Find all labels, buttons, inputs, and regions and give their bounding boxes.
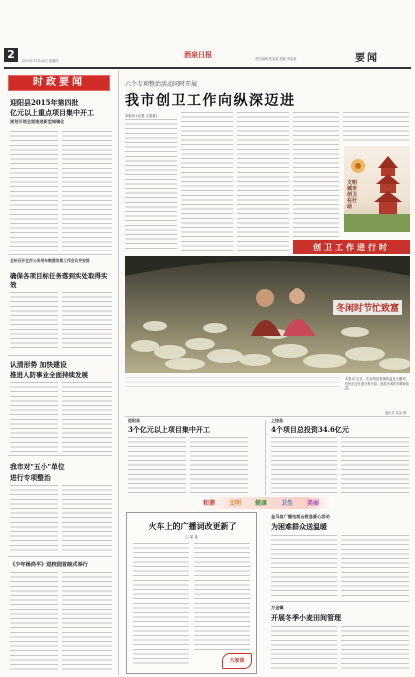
mid-right-headline: 4个项目总投资34.6亿元 xyxy=(271,425,349,434)
lead-body-col-2 xyxy=(181,112,233,251)
story-5-body xyxy=(10,572,58,672)
story-5-body-2 xyxy=(62,572,112,672)
story-1-body xyxy=(10,131,58,251)
br-b-kicker: 万金镇 xyxy=(271,605,284,610)
creative-image-text: 文明城市 创卫在行动 xyxy=(347,180,358,210)
photo-title: 冬闲时节忙致富 xyxy=(333,300,402,315)
story-4-body-2 xyxy=(62,485,112,553)
br-a-headline: 为困难群众送温暖 xyxy=(271,522,327,531)
mid-right-kicker: 上饶县 xyxy=(271,418,283,423)
left-rule-3 xyxy=(8,455,112,456)
paper-name: 酒泉日报 xyxy=(184,50,212,59)
ribbon-word-2: 文明 xyxy=(229,500,242,507)
photo-credit: 通讯员 某某 摄 xyxy=(385,411,407,415)
left-column-divider xyxy=(118,70,119,675)
box-story-headline: 火车上的广播词改更新了 xyxy=(148,521,237,531)
section-banner xyxy=(8,75,110,91)
story-3-body-2 xyxy=(62,382,112,452)
section-banner-text: 时政要闻 xyxy=(33,77,85,88)
br-b-body-2 xyxy=(341,626,409,672)
creative-banner-text: 创卫工作进行时 xyxy=(313,242,390,252)
farmer-woman xyxy=(283,288,315,336)
section-label: 要闻 xyxy=(355,53,379,64)
mid-right-body-2 xyxy=(341,437,409,495)
ribbon-word-4: 卫生 xyxy=(281,500,294,507)
br-b-headline: 开展冬季小麦田间管理 xyxy=(271,613,341,622)
story-2-body-2 xyxy=(62,292,112,352)
mid-left-body xyxy=(128,437,186,495)
left-rule-4 xyxy=(8,556,112,557)
photo-caption: 本报讯 近日，在金塔县某镇的温室大棚里，村民们正忙着分拣大蒜，抢抓冬闲时节增收致富。 xyxy=(345,377,409,391)
story-1-deck: 规划引领全面推进新型城镇化 xyxy=(10,119,65,124)
story-2-body xyxy=(10,292,58,352)
photo-side-body xyxy=(125,377,340,387)
masthead xyxy=(0,42,415,70)
story-5-headline: 《少年杨尚平》进校园首映式举行 xyxy=(10,562,88,568)
mid-left-headline: 3个亿元以上项目集中开工 xyxy=(128,425,210,434)
box-story xyxy=(126,512,257,674)
lead-body-col-4 xyxy=(293,112,339,238)
mid-left-body-2 xyxy=(190,437,248,495)
story-1-subtitle: 亿元以上重点项目集中开工 xyxy=(10,108,94,117)
photo-garlic-greenhouse xyxy=(125,256,410,373)
left-rule-2 xyxy=(8,355,112,356)
lead-kicker: 六个专项整治活动同时开展 xyxy=(125,81,198,88)
box-story-body-2 xyxy=(194,543,250,651)
story-3-body xyxy=(10,382,58,452)
box-story-stamp-text: 大家谈 xyxy=(229,658,245,664)
ribbon-word-1: 和谐 xyxy=(203,500,216,507)
story-2-kicker: 全州召开全市公务用车制度改革工作会议并安排 xyxy=(10,258,90,263)
box-story-stamp xyxy=(222,653,252,669)
creative-banner xyxy=(293,240,410,254)
br-b-body xyxy=(271,626,337,672)
story-1-body-2 xyxy=(62,131,112,251)
mid-rule xyxy=(125,416,410,417)
br-a-kicker: 金马县广播电视台救急爱心活动 xyxy=(271,514,330,519)
story-2-headline: 确保各项目标任务落到实处取得实效 xyxy=(10,272,108,289)
mid-divider xyxy=(265,420,266,496)
br-rule xyxy=(271,601,409,602)
editor-line: 责任编辑 张某某 美编 李某某 xyxy=(255,57,297,61)
farmer-man xyxy=(251,289,281,336)
lead-byline: 本报讯 (记者 王某某) xyxy=(125,114,157,118)
lead-body-col-3 xyxy=(237,112,289,251)
left-rule-1 xyxy=(8,254,112,255)
creative-image xyxy=(344,146,410,232)
ribbon-word-3: 健康 xyxy=(255,500,268,507)
lead-headline: 我市创卫工作向纵深迈进 xyxy=(125,93,296,109)
mid-left-kicker: 迎阳县 xyxy=(128,418,140,423)
lead-body-col-5 xyxy=(343,112,409,144)
slogan-ribbon xyxy=(199,497,333,509)
story-4-subtitle: 进行专项整治 xyxy=(10,474,51,482)
ribbon-word-5: 美丽 xyxy=(307,500,320,507)
page-number: 2 xyxy=(4,48,18,62)
br-a-body-2 xyxy=(341,535,409,597)
date-line: 2015年11月26日 星期四 xyxy=(22,59,59,63)
box-story-body xyxy=(133,543,189,667)
story-1-headline: 迎阳县2015年第四批 xyxy=(10,98,79,107)
masthead-rule xyxy=(4,67,411,69)
story-3-headline: 认清形势 加快建设 xyxy=(10,361,67,369)
story-4-headline: 我市对"五小"单位 xyxy=(10,463,65,471)
mid-right-body xyxy=(271,437,337,495)
lead-body-col-1 xyxy=(125,119,177,251)
story-3-subtitle: 推进人防事业全面持续发展 xyxy=(10,371,88,379)
br-a-body xyxy=(271,535,337,597)
story-4-body xyxy=(10,485,58,553)
box-story-author: □ 某 某 xyxy=(185,535,198,539)
